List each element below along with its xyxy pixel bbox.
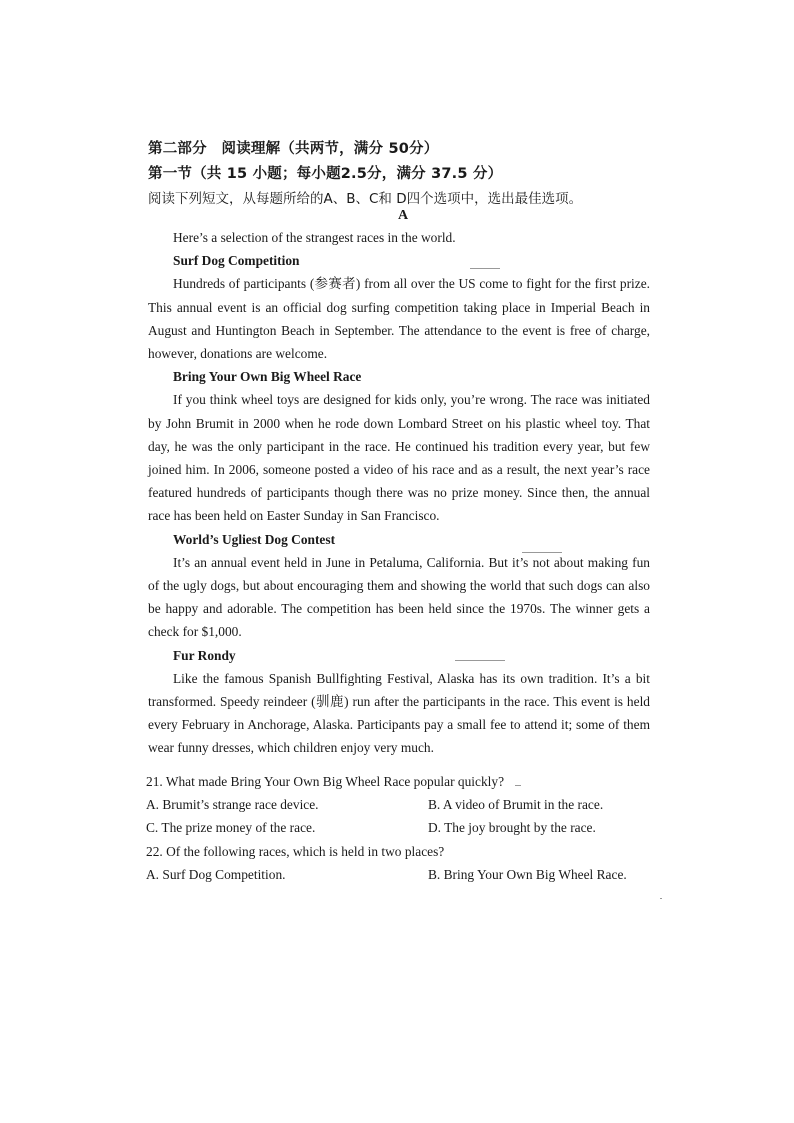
passage-letter: A bbox=[397, 208, 409, 223]
section-title: World’s Ugliest Dog Contest bbox=[173, 531, 336, 547]
part-heading: 第二部分 阅读理解（共两节，满分 50分） bbox=[148, 141, 439, 157]
scan-speck bbox=[660, 898, 662, 899]
section-heading: 第一节（共 15 小题；每小题2.5分，满分 37.5 分） bbox=[148, 166, 503, 182]
scan-speck bbox=[515, 785, 521, 786]
option-row bbox=[146, 816, 656, 839]
option-b[interactable]: B. A video of Brumit in the race. bbox=[428, 797, 604, 813]
scan-speck bbox=[455, 660, 505, 661]
option-d[interactable]: D. The joy brought by the race. bbox=[428, 820, 596, 836]
section-title: Surf Dog Competition bbox=[173, 253, 300, 269]
questions-block bbox=[146, 770, 656, 886]
option-c[interactable]: C. The prize money of the race. bbox=[146, 820, 316, 836]
question-stem: 21. What made Bring Your Own Big Wheel Race popular quickly? bbox=[146, 774, 505, 789]
instruction-text: 阅读下列短文，从每题所给的A、B、C和 D四个选项中，选出最佳选项。 bbox=[148, 191, 583, 207]
section-text: Hundreds of participants (参赛者) from all over the US come to fight for the first prize. This annual event is an official dog surfing competition taking place in Imperial Beach in August and Huntington Beach in September. The attendance to the event is free of charge, however, donations are welcome. bbox=[148, 276, 650, 362]
option-a[interactable]: A. Brumit’s strange race device. bbox=[146, 797, 319, 813]
section-text: If you think wheel toys are designed for kids only, you’re wrong. The race was initiated by John Brumit in 2000 when he rode down Lombard Street on his plastic wheel toy. That day, he was the only participant in the race. He continued his tradition every year, but few joined him. In 2006, someone posted a video of his race and as a result, the next year’s race featured hundreds of participants though there was no prize money. Since then, the annual race has been held on Easter Sunday in San Francisco. bbox=[148, 392, 650, 524]
scan-speck bbox=[470, 268, 500, 269]
scan-speck bbox=[522, 552, 562, 553]
option-row bbox=[146, 863, 656, 886]
question-stem: 22. Of the following races, which is held in two places? bbox=[146, 843, 445, 859]
option-b[interactable]: B. Bring Your Own Big Wheel Race. bbox=[428, 866, 627, 882]
passage-intro: Here’s a selection of the strangest races in the world. bbox=[173, 230, 456, 245]
section-title: Fur Rondy bbox=[173, 647, 236, 663]
section-text: It’s an annual event held in June in Petaluma, California. But it’s not about making fun of the ugly dogs, but about encouraging them and showing the world that such dogs can also be happy and adorable. The competition has been held since the 1970s. The winner gets a check for $1,000. bbox=[148, 554, 650, 640]
passage-body bbox=[148, 226, 650, 760]
section-text: Like the famous Spanish Bullfighting Festival, Alaska has its own tradition. It’s a bit transformed. Speedy reindeer (驯鹿) run after the participants in the race. This event is held every February in Anchorage, Alaska. Participants pay a small fee to attend it; some of them wear funny dresses, which children enjoy very much. bbox=[148, 670, 650, 756]
option-row bbox=[146, 793, 656, 816]
option-a[interactable]: A. Surf Dog Competition. bbox=[146, 866, 286, 882]
section-title: Bring Your Own Big Wheel Race bbox=[173, 369, 362, 385]
